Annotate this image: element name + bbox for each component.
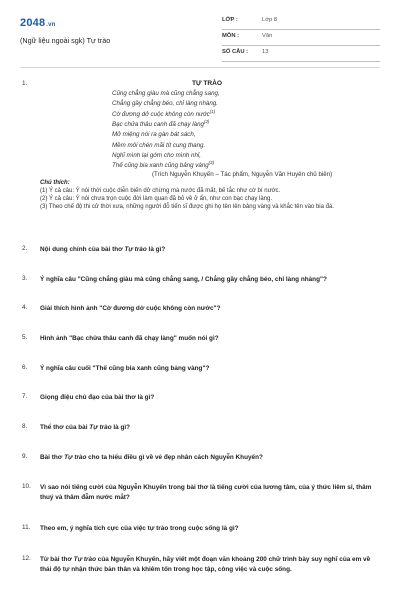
question-number-1: 1.: [22, 80, 28, 87]
question-text: Ý nghĩa câu "Cũng chẳng giàu mà cũng chẳng sang, / Chẳng gầy chẳng béo, chỉ làng nhàng"?: [40, 276, 327, 283]
poem-line: Bạc chửa thâu canh đã chạy làng$^{(2)}$: [112, 118, 210, 128]
meta-value-question-count: 13: [262, 49, 269, 55]
site-logo[interactable]: [20, 16, 56, 31]
footnotes-title: Chú thích:: [40, 180, 70, 186]
meta-key-question-count: SỐ CÂU :: [222, 49, 249, 55]
poem-line: Thế cũng bia xanh cũng bảng vàng$^{(3)}$: [112, 160, 215, 170]
footnote-item: (1) Ý cả câu: Ý nói thời cuộc diễn biến dở chừng mà nước đã mất, bế tắc như cờ bí nước.: [40, 187, 281, 194]
poem-line: Mở miệng nói ra gàn bát sách,: [112, 131, 196, 139]
question-text: Hình ảnh "Bạc chửa thâu canh đã chạy làng" muốn nói gì?: [40, 335, 219, 342]
footnote-item: (2) Ý cả câu: Ý nói chưa trọn cuộc đời làm quan đã bỏ về ở ẩn, như con bạc chạy làng.: [40, 195, 273, 202]
header-divider: [20, 67, 380, 68]
footnote-item: (3) Theo chế độ thi cử thời xưa, những người đỗ tiến sĩ được ghi họ tên lên bảng vàng và khắc tên vào bia đá.: [40, 203, 334, 210]
footnote-marker: (2): [204, 118, 210, 124]
logo-suffix: .vn: [46, 22, 56, 28]
question-number: 2.: [22, 245, 28, 252]
poem-title: TỰ TRÀO: [192, 80, 223, 87]
question-text: Vì sao nói tiếng cười của Nguyễn Khuyến trong bài thơ là tiếng cười của lương tâm, của ý thức liêm sỉ, thâm thuý và thâm đẫm nước mắt?: [40, 484, 372, 501]
poem-credit: (Trích Nguyễn Khuyến – Tác phẩm, Nguyễn Văn Huyên chủ biên): [152, 170, 333, 178]
question-text: Ý nghĩa câu cuối "Thế cũng bia xanh cũng bảng vàng"?: [40, 365, 210, 372]
meta-row-subject: [222, 30, 380, 46]
question-number: 4.: [22, 304, 28, 311]
question-text: Theo em, ý nghĩa tích cực của việc tự trào trong cuộc sống là gì?: [40, 525, 239, 532]
footnotes: [40, 180, 378, 212]
meta-value-subject: Văn: [262, 33, 273, 39]
poem-line: Chẳng gầy chẳng béo, chỉ làng nhàng.: [112, 100, 218, 108]
poem-line: Cờ đương dở cuộc không còn nước$^{(1)}$: [112, 108, 216, 118]
meta-value-class: Lớp 8: [262, 17, 278, 23]
meta-key-subject: MÔN :: [222, 33, 240, 39]
document-title: (Ngữ liệu ngoài sgk) Tự trào: [20, 36, 111, 45]
question-text: Giải thích hình ảnh "Cờ đương dở cuộc không còn nước"?: [40, 305, 221, 312]
question-number: 3.: [22, 275, 28, 282]
question-text: Bài thơ Tự trào cho ta hiểu điều gì về vẻ đẹp nhân cách Nguyễn Khuyến?: [40, 454, 263, 461]
question-text: Thể thơ của bài Tự trào là gì?: [40, 424, 131, 431]
footnote-marker: (3): [208, 160, 215, 166]
meta-table: [222, 14, 380, 62]
question-number: 6.: [22, 364, 28, 371]
poem-text: [112, 88, 352, 179]
header: [20, 14, 380, 64]
question-text: Từ bài thơ Tự trào của Nguyễn Khuyến, hãy viết một đoạn văn khoảng 200 chữ trình bày suy nghĩ của em về thái độ tự nhận thức bản thân và khiêm tốn trong học tập, công việc và cuộc sống.: [40, 556, 371, 573]
question-number: 12.: [22, 555, 31, 562]
poem-line: Cũng chẳng giàu mà cũng chẳng sang,: [112, 90, 220, 98]
question-number: 10.: [22, 483, 31, 490]
meta-key-class: LỚP :: [222, 17, 238, 23]
logo-text: 2048: [20, 17, 46, 29]
question-number: 7.: [22, 393, 28, 400]
question-number: 8.: [22, 423, 28, 430]
question-number: 11.: [22, 524, 31, 531]
question-number: 5.: [22, 334, 28, 341]
meta-row-class: [222, 14, 380, 30]
question-text: Giọng điệu chủ đạo của bài thơ là gì?: [40, 394, 155, 401]
poem-line: Mềm môi chén mãi tít cung thang.: [112, 141, 206, 149]
question-text: Nội dung chính của bài thơ Tự trào là gì?: [40, 246, 166, 253]
meta-row-question-count: [222, 46, 380, 62]
footnote-marker: (1): [209, 108, 216, 114]
poem-line: Nghĩ mình lại gớm cho mình nhỉ,: [112, 151, 202, 159]
question-number: 9.: [22, 453, 28, 460]
